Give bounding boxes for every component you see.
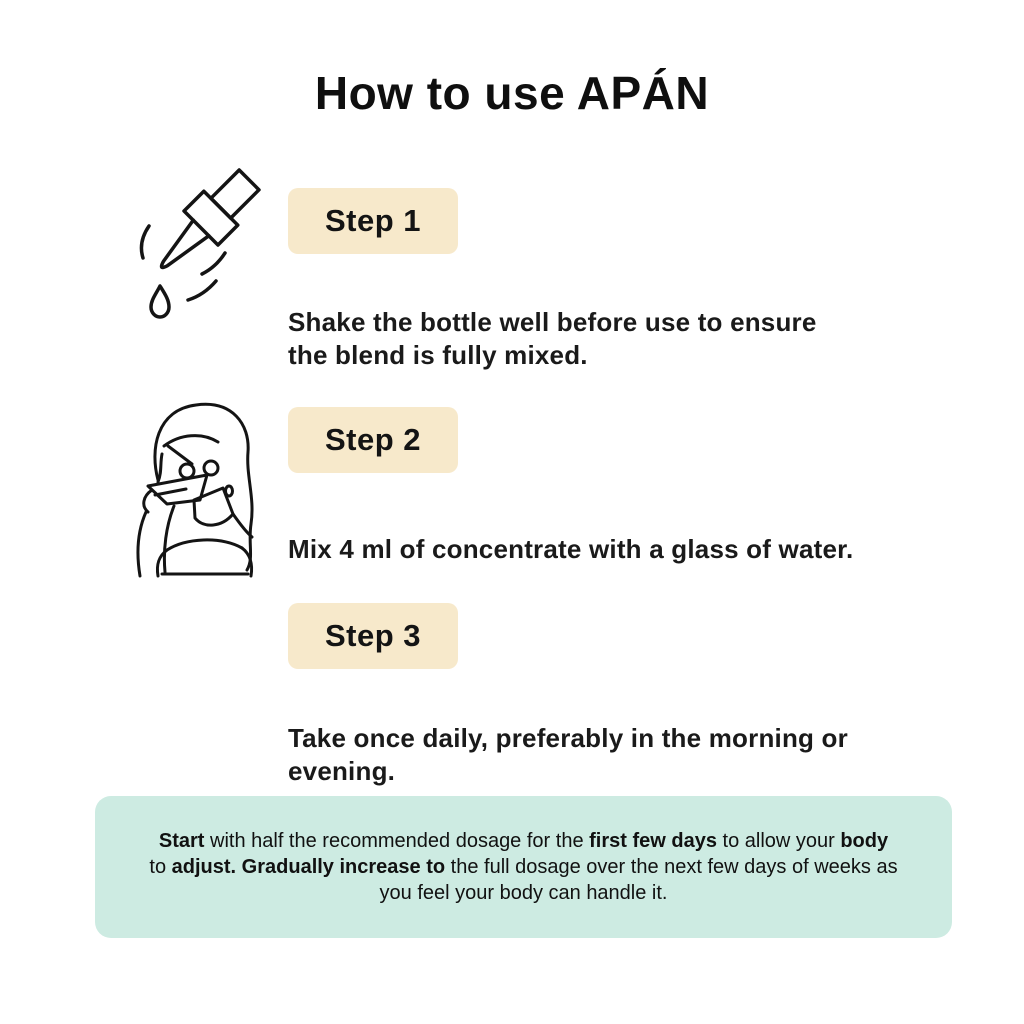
step-2-label: Step 2 <box>324 422 422 457</box>
step-1-badge <box>288 188 458 254</box>
dropper-icon <box>126 168 278 334</box>
step-1-description: Shake the bottle well before use to ensure the blend is fully mixed. <box>288 307 817 370</box>
step-3-badge <box>288 603 458 669</box>
step-3-description: Take once daily, preferably in the morning or evening. <box>288 723 848 786</box>
step-2-description: Mix 4 ml of concentrate with a glass of water. <box>288 534 854 564</box>
step-3-label: Step 3 <box>324 618 422 653</box>
dosage-note-text: Start with half the recommended dosage for the first few days to allow your body to adjust. Gradually increase to the full dosage over the next few days of weeks as you feel your body can handle it. <box>149 830 898 904</box>
step-2-badge <box>288 407 458 473</box>
dosage-note-box <box>95 796 952 938</box>
page-title: How to use APÁN <box>314 67 710 119</box>
step-1-label: Step 1 <box>324 203 422 238</box>
woman-drinking-icon <box>134 394 276 578</box>
